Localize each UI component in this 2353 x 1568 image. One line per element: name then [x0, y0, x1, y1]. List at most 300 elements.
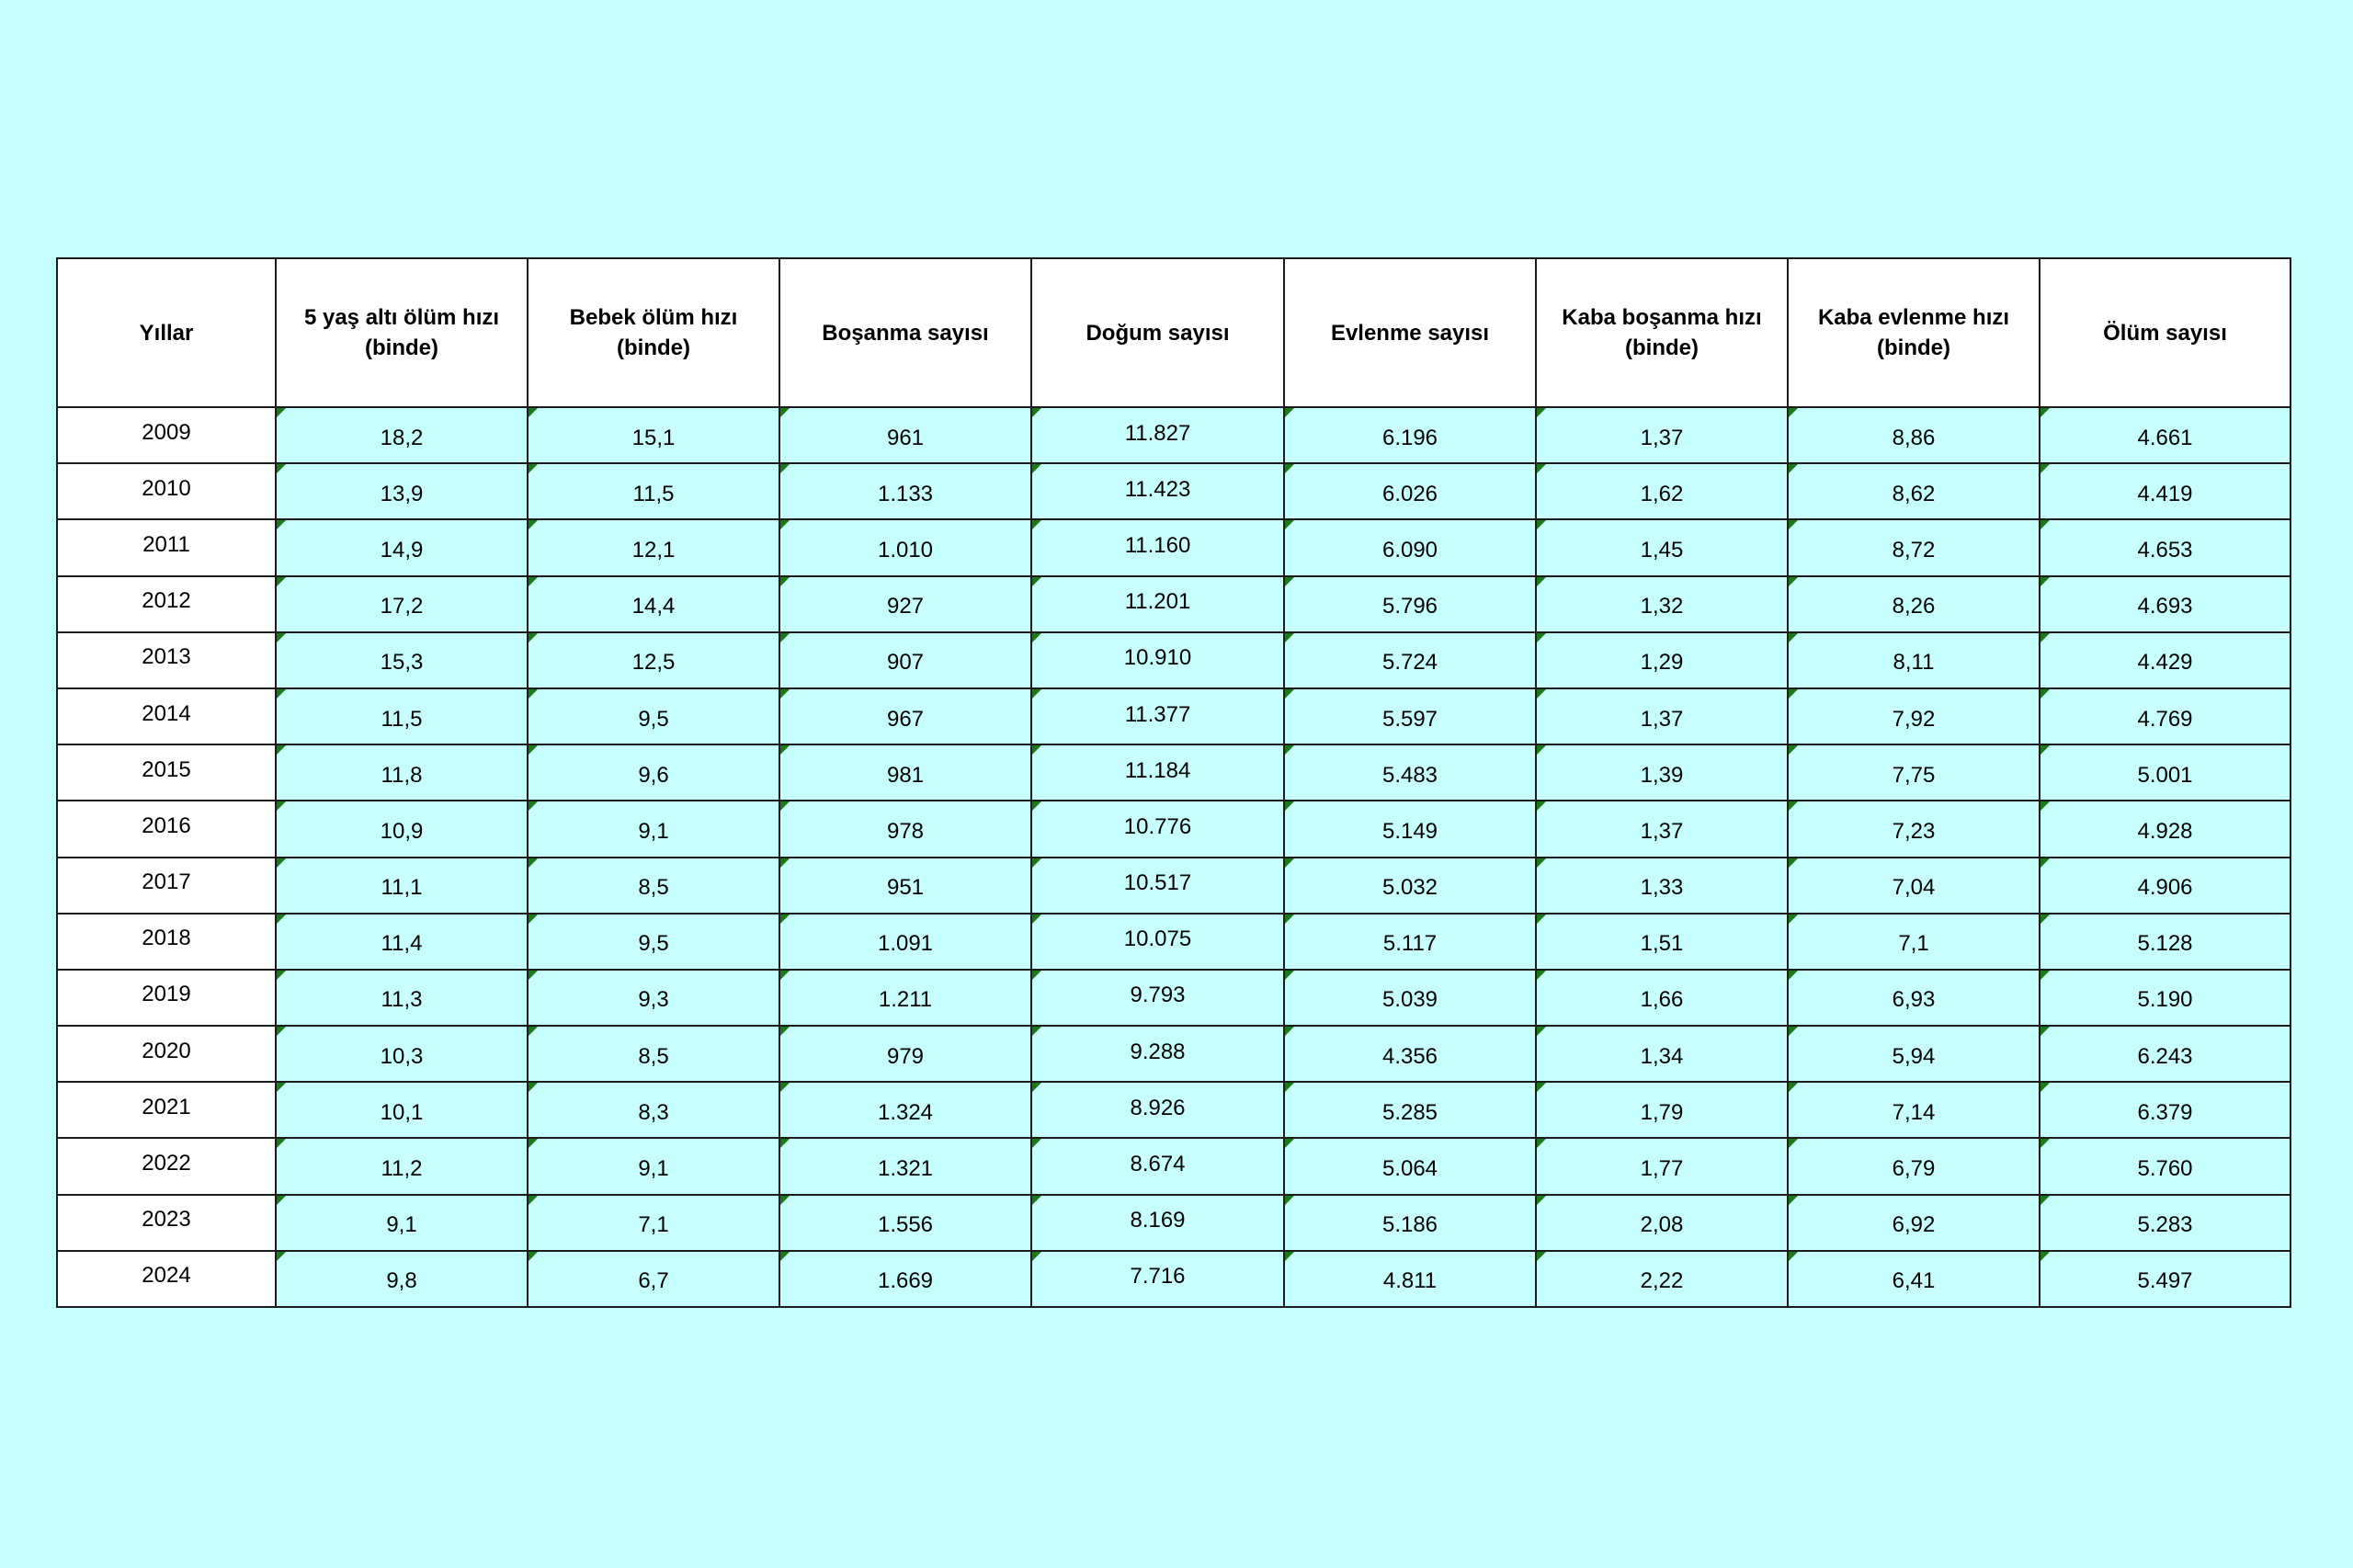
table-row [57, 744, 2290, 801]
cell-value: 2,22 [1640, 1268, 1684, 1294]
under5-mortality-cell[interactable] [276, 801, 528, 857]
marriage-count-cell[interactable] [1284, 744, 1536, 801]
death-count-cell[interactable] [2040, 858, 2290, 914]
crude-marriage-rate-cell[interactable] [1788, 519, 2040, 575]
data-sheet [56, 257, 2290, 1308]
cell-value: 9,3 [638, 987, 669, 1013]
cell-value: 5.001 [2137, 762, 2193, 788]
divorce-count-cell[interactable] [779, 632, 1031, 688]
cell-value: 6,7 [638, 1268, 669, 1294]
marriage-count-cell[interactable] [1284, 1138, 1536, 1194]
cell-value: 2018 [142, 926, 191, 951]
divorce-count-cell[interactable] [779, 744, 1031, 801]
crude-marriage-rate-cell[interactable] [1788, 463, 2040, 519]
divorce-count-cell[interactable] [779, 858, 1031, 914]
under5-mortality-cell[interactable] [276, 519, 528, 575]
birth-count-cell[interactable] [1031, 463, 1284, 519]
year-cell[interactable] [57, 688, 276, 744]
cell-value: 5.760 [2137, 1156, 2193, 1182]
cell-value: 5.497 [2137, 1268, 2193, 1294]
year-cell[interactable] [57, 1026, 276, 1082]
birth-count-cell[interactable] [1031, 632, 1284, 688]
infant-mortality-cell[interactable] [528, 1138, 779, 1194]
crude-divorce-rate-cell[interactable] [1536, 970, 1788, 1026]
cell-value: 4.653 [2137, 537, 2193, 562]
cell-value: 5.064 [1381, 1156, 1438, 1182]
cell-value: 4.693 [2137, 594, 2193, 619]
infant-mortality-cell[interactable] [528, 463, 779, 519]
cell-value: 4.906 [2137, 875, 2193, 901]
death-count-cell[interactable] [2040, 744, 2290, 801]
cell-value: 5.190 [2137, 987, 2193, 1013]
crude-divorce-rate-cell[interactable] [1536, 744, 1788, 801]
divorce-count-cell[interactable] [779, 1195, 1031, 1251]
cell-value: 7,14 [1892, 1099, 1936, 1125]
infant-mortality-cell[interactable] [528, 519, 779, 575]
cell-value: 6.243 [2137, 1043, 2193, 1069]
death-count-cell[interactable] [2040, 914, 2290, 970]
cell-value: 9,5 [638, 706, 669, 732]
cell-value: 11.827 [1124, 420, 1191, 446]
marriage-count-cell[interactable] [1284, 1195, 1536, 1251]
crude-divorce-rate-cell[interactable] [1536, 576, 1788, 632]
crude-marriage-rate-cell[interactable] [1788, 688, 2040, 744]
crude-marriage-rate-cell[interactable] [1788, 576, 2040, 632]
crude-divorce-rate-cell[interactable] [1536, 1026, 1788, 1082]
death-count-cell[interactable] [2040, 1026, 2290, 1082]
year-cell[interactable] [57, 1251, 276, 1307]
year-cell[interactable] [57, 463, 276, 519]
table-row [57, 519, 2290, 575]
under5-mortality-cell[interactable] [276, 576, 528, 632]
year-cell[interactable] [57, 744, 276, 801]
table-row [57, 970, 2290, 1026]
cell-value: 1.211 [878, 987, 933, 1013]
infant-mortality-cell[interactable] [528, 688, 779, 744]
under5-mortality-cell[interactable] [276, 858, 528, 914]
crude-divorce-rate-cell[interactable] [1536, 801, 1788, 857]
cell-value: 10,1 [380, 1099, 424, 1125]
cell-value: 6,79 [1892, 1156, 1936, 1182]
divorce-count-cell[interactable] [779, 463, 1031, 519]
year-cell[interactable] [57, 1138, 276, 1194]
divorce-count-cell[interactable] [779, 1138, 1031, 1194]
cell-value: 1,34 [1640, 1043, 1684, 1069]
crude-marriage-rate-cell[interactable] [1788, 1082, 2040, 1138]
cell-value: 8.926 [1130, 1095, 1186, 1120]
divorce-count-cell[interactable] [779, 1082, 1031, 1138]
cell-value: 978 [886, 818, 925, 844]
cell-value: 5,94 [1892, 1043, 1936, 1069]
cell-value: 10.075 [1123, 926, 1192, 952]
divorce-count-cell[interactable] [779, 576, 1031, 632]
cell-value: 1.556 [877, 1212, 934, 1238]
header-label: Yıllar [139, 320, 194, 346]
birth-count-cell[interactable] [1031, 1138, 1284, 1194]
under5-mortality-cell[interactable] [276, 1251, 528, 1307]
death-count-cell[interactable] [2040, 1195, 2290, 1251]
divorce-count-cell[interactable] [779, 1251, 1031, 1307]
header-label: 5 yaş altı ölüm hızı [303, 305, 500, 330]
cell-value: 1.324 [877, 1099, 934, 1125]
infant-mortality-cell[interactable] [528, 1251, 779, 1307]
cell-value: 2023 [142, 1207, 191, 1233]
cell-value: 12,5 [631, 650, 676, 676]
table-row [57, 1138, 2290, 1194]
birth-count-cell[interactable] [1031, 519, 1284, 575]
cell-value: 1,79 [1640, 1099, 1684, 1125]
infant-mortality-cell[interactable] [528, 1082, 779, 1138]
cell-value: 6.196 [1381, 425, 1438, 450]
year-cell[interactable] [57, 970, 276, 1026]
under5-mortality-cell[interactable] [276, 1138, 528, 1194]
crude-divorce-rate-cell[interactable] [1536, 1082, 1788, 1138]
crude-marriage-rate-cell[interactable] [1788, 858, 2040, 914]
divorce-count-cell[interactable] [779, 970, 1031, 1026]
cell-value: 11.377 [1124, 701, 1191, 727]
crude-divorce-rate-cell[interactable] [1536, 407, 1788, 463]
cell-value: 1,51 [1640, 931, 1684, 957]
death-count-cell[interactable] [2040, 1138, 2290, 1194]
header-dogum-sayisi [1031, 258, 1284, 407]
crude-marriage-rate-cell[interactable] [1788, 1026, 2040, 1082]
crude-divorce-rate-cell[interactable] [1536, 914, 1788, 970]
under5-mortality-cell[interactable] [276, 1082, 528, 1138]
marriage-count-cell[interactable] [1284, 688, 1536, 744]
cell-value: 967 [886, 706, 925, 732]
marriage-count-cell[interactable] [1284, 407, 1536, 463]
birth-count-cell[interactable] [1031, 970, 1284, 1026]
table-row [57, 463, 2290, 519]
table-row [57, 407, 2290, 463]
cell-value: 2012 [142, 588, 191, 614]
infant-mortality-cell[interactable] [528, 970, 779, 1026]
cell-value: 5.149 [1381, 818, 1438, 844]
cell-value: 907 [886, 650, 925, 676]
birth-count-cell[interactable] [1031, 1251, 1284, 1307]
birth-count-cell[interactable] [1031, 858, 1284, 914]
marriage-count-cell[interactable] [1284, 463, 1536, 519]
cell-value: 8,3 [638, 1099, 669, 1125]
cell-value: 11.160 [1124, 532, 1191, 558]
cell-value: 15,1 [631, 425, 676, 450]
header-kaba-bosanma-hizi [1536, 258, 1788, 407]
crude-marriage-rate-cell[interactable] [1788, 407, 2040, 463]
cell-value: 981 [886, 762, 925, 788]
cell-value: 5.724 [1381, 650, 1438, 676]
cell-value: 2021 [142, 1094, 191, 1119]
cell-value: 14,9 [380, 537, 424, 562]
header-label: Boşanma sayısı [822, 320, 989, 346]
marriage-count-cell[interactable] [1284, 1026, 1536, 1082]
header-yillar [57, 258, 276, 407]
header-olum-sayisi [2040, 258, 2290, 407]
infant-mortality-cell[interactable] [528, 1195, 779, 1251]
cell-value: 5.128 [2137, 931, 2193, 957]
crude-marriage-rate-cell[interactable] [1788, 914, 2040, 970]
death-count-cell[interactable] [2040, 1251, 2290, 1307]
cell-value: 1.133 [877, 481, 934, 506]
cell-value: 11,2 [381, 1156, 423, 1182]
cell-value: 8.169 [1130, 1208, 1186, 1233]
cell-value: 7,1 [1898, 931, 1929, 957]
under5-mortality-cell[interactable] [276, 1026, 528, 1082]
cell-value: 1,37 [1640, 706, 1684, 732]
year-cell[interactable] [57, 519, 276, 575]
cell-value: 2020 [142, 1038, 191, 1063]
death-count-cell[interactable] [2040, 463, 2290, 519]
cell-value: 11,3 [381, 987, 423, 1013]
infant-mortality-cell[interactable] [528, 632, 779, 688]
table-row [57, 576, 2290, 632]
crude-marriage-rate-cell[interactable] [1788, 970, 2040, 1026]
cell-value: 4.356 [1381, 1043, 1438, 1069]
cell-value: 11.201 [1124, 589, 1191, 615]
death-count-cell[interactable] [2040, 1082, 2290, 1138]
crude-marriage-rate-cell[interactable] [1788, 1195, 2040, 1251]
cell-value: 2011 [142, 531, 190, 557]
cell-value: 9,1 [638, 818, 669, 844]
infant-mortality-cell[interactable] [528, 744, 779, 801]
cell-value: 11,1 [381, 875, 423, 901]
cell-value: 15,3 [380, 650, 424, 676]
cell-value: 2019 [142, 982, 191, 1007]
cell-value: 961 [886, 425, 925, 450]
cell-value: 927 [886, 594, 925, 619]
cell-value: 4.429 [2137, 650, 2193, 676]
cell-value: 8,5 [638, 1043, 669, 1069]
divorce-count-cell[interactable] [779, 407, 1031, 463]
cell-value: 2022 [142, 1151, 191, 1176]
cell-value: 5.796 [1381, 594, 1438, 619]
cell-value: 9.793 [1130, 983, 1186, 1008]
table-row [57, 632, 2290, 688]
death-count-cell[interactable] [2040, 970, 2290, 1026]
marriage-count-cell[interactable] [1284, 858, 1536, 914]
birth-count-cell[interactable] [1031, 801, 1284, 857]
marriage-count-cell[interactable] [1284, 519, 1536, 575]
cell-value: 11.184 [1124, 757, 1191, 783]
cell-value: 6,41 [1892, 1268, 1936, 1294]
cell-value: 1,29 [1640, 650, 1684, 676]
header-bebek-olum-hizi [528, 258, 779, 407]
crude-divorce-rate-cell[interactable] [1536, 1138, 1788, 1194]
cell-value: 8,11 [1893, 650, 1935, 676]
cell-value: 2017 [142, 869, 191, 895]
cell-value: 6,93 [1892, 987, 1936, 1013]
divorce-count-cell[interactable] [779, 1026, 1031, 1082]
cell-value: 951 [886, 875, 925, 901]
marriage-count-cell[interactable] [1284, 1082, 1536, 1138]
cell-value: 5.032 [1381, 875, 1438, 901]
statistics-table [56, 257, 2291, 1308]
infant-mortality-cell[interactable] [528, 858, 779, 914]
infant-mortality-cell[interactable] [528, 407, 779, 463]
year-cell[interactable] [57, 914, 276, 970]
header-unit: (binde) [617, 335, 690, 360]
crude-divorce-rate-cell[interactable] [1536, 632, 1788, 688]
cell-value: 1,37 [1640, 425, 1684, 450]
crude-divorce-rate-cell[interactable] [1536, 1195, 1788, 1251]
header-unit: (binde) [1625, 335, 1699, 360]
cell-value: 9,1 [386, 1212, 417, 1238]
marriage-count-cell[interactable] [1284, 1251, 1536, 1307]
table-row [57, 1026, 2290, 1082]
death-count-cell[interactable] [2040, 407, 2290, 463]
cell-value: 9.288 [1130, 1039, 1186, 1064]
cell-value: 1,39 [1640, 762, 1684, 788]
birth-count-cell[interactable] [1031, 407, 1284, 463]
cell-value: 10.517 [1123, 870, 1192, 896]
divorce-count-cell[interactable] [779, 519, 1031, 575]
cell-value: 1.091 [877, 931, 934, 957]
crude-marriage-rate-cell[interactable] [1788, 632, 2040, 688]
cell-value: 2024 [142, 1263, 191, 1289]
birth-count-cell[interactable] [1031, 744, 1284, 801]
birth-count-cell[interactable] [1031, 576, 1284, 632]
cell-value: 7.716 [1130, 1264, 1186, 1290]
death-count-cell[interactable] [2040, 632, 2290, 688]
table-row [57, 858, 2290, 914]
cell-value: 10.910 [1123, 645, 1192, 671]
under5-mortality-cell[interactable] [276, 632, 528, 688]
under5-mortality-cell[interactable] [276, 914, 528, 970]
cell-value: 1,33 [1640, 875, 1684, 901]
header-bosanma-sayisi [779, 258, 1031, 407]
marriage-count-cell[interactable] [1284, 801, 1536, 857]
header-unit: (binde) [365, 335, 438, 360]
marriage-count-cell[interactable] [1284, 914, 1536, 970]
under5-mortality-cell[interactable] [276, 970, 528, 1026]
header-label: Kaba boşanma hızı [1562, 305, 1762, 330]
crude-marriage-rate-cell[interactable] [1788, 1251, 2040, 1307]
death-count-cell[interactable] [2040, 519, 2290, 575]
year-cell[interactable] [57, 1195, 276, 1251]
under5-mortality-cell[interactable] [276, 688, 528, 744]
death-count-cell[interactable] [2040, 688, 2290, 744]
cell-value: 7,92 [1892, 706, 1936, 732]
crude-marriage-rate-cell[interactable] [1788, 801, 2040, 857]
cell-value: 7,75 [1892, 762, 1936, 788]
cell-value: 4.811 [1382, 1268, 1438, 1294]
cell-value: 1,77 [1640, 1156, 1684, 1182]
cell-value: 18,2 [380, 425, 424, 450]
cell-value: 9,8 [386, 1268, 417, 1294]
crude-marriage-rate-cell[interactable] [1788, 1138, 2040, 1194]
table-row [57, 914, 2290, 970]
birth-count-cell[interactable] [1031, 1082, 1284, 1138]
cell-value: 8,72 [1892, 537, 1936, 562]
cell-value: 8,5 [638, 875, 669, 901]
cell-value: 4.661 [2137, 425, 2193, 450]
crude-marriage-rate-cell[interactable] [1788, 744, 2040, 801]
cell-value: 5.117 [1382, 931, 1438, 957]
crude-divorce-rate-cell[interactable] [1536, 1251, 1788, 1307]
divorce-count-cell[interactable] [779, 801, 1031, 857]
cell-value: 4.419 [2137, 481, 2193, 506]
under5-mortality-cell[interactable] [276, 463, 528, 519]
marriage-count-cell[interactable] [1284, 970, 1536, 1026]
year-cell[interactable] [57, 1082, 276, 1138]
year-cell[interactable] [57, 576, 276, 632]
infant-mortality-cell[interactable] [528, 576, 779, 632]
crude-divorce-rate-cell[interactable] [1536, 519, 1788, 575]
marriage-count-cell[interactable] [1284, 632, 1536, 688]
year-cell[interactable] [57, 801, 276, 857]
cell-value: 6.090 [1381, 537, 1438, 562]
crude-divorce-rate-cell[interactable] [1536, 858, 1788, 914]
cell-value: 2014 [142, 700, 191, 726]
birth-count-cell[interactable] [1031, 914, 1284, 970]
under5-mortality-cell[interactable] [276, 1195, 528, 1251]
cell-value: 2009 [142, 419, 191, 445]
cell-value: 10,9 [380, 818, 424, 844]
cell-value: 6,92 [1892, 1212, 1936, 1238]
cell-value: 14,4 [631, 594, 676, 619]
cell-value: 17,2 [380, 594, 424, 619]
infant-mortality-cell[interactable] [528, 1026, 779, 1082]
divorce-count-cell[interactable] [779, 914, 1031, 970]
cell-value: 8.674 [1130, 1152, 1186, 1177]
cell-value: 9,6 [638, 762, 669, 788]
death-count-cell[interactable] [2040, 576, 2290, 632]
header-label: Ölüm sayısı [2103, 320, 2227, 346]
year-cell[interactable] [57, 407, 276, 463]
cell-value: 1,32 [1640, 594, 1684, 619]
under5-mortality-cell[interactable] [276, 407, 528, 463]
marriage-count-cell[interactable] [1284, 576, 1536, 632]
header-evlenme-sayisi [1284, 258, 1536, 407]
table-body [57, 407, 2290, 1307]
table-row [57, 1195, 2290, 1251]
cell-value: 6.026 [1381, 481, 1438, 506]
birth-count-cell[interactable] [1031, 1026, 1284, 1082]
year-cell[interactable] [57, 632, 276, 688]
cell-value: 10,3 [380, 1043, 424, 1069]
cell-value: 11,4 [381, 931, 423, 957]
cell-value: 2013 [142, 644, 191, 670]
cell-value: 8,62 [1892, 481, 1936, 506]
cell-value: 7,23 [1892, 818, 1936, 844]
crude-divorce-rate-cell[interactable] [1536, 688, 1788, 744]
cell-value: 5.597 [1381, 706, 1438, 732]
cell-value: 7,1 [638, 1212, 669, 1238]
death-count-cell[interactable] [2040, 801, 2290, 857]
infant-mortality-cell[interactable] [528, 914, 779, 970]
divorce-count-cell[interactable] [779, 688, 1031, 744]
infant-mortality-cell[interactable] [528, 801, 779, 857]
cell-value: 4.928 [2137, 818, 2193, 844]
table-row [57, 801, 2290, 857]
header-kaba-evlenme-hizi [1788, 258, 2040, 407]
birth-count-cell[interactable] [1031, 688, 1284, 744]
cell-value: 2016 [142, 812, 191, 838]
cell-value: 4.769 [2137, 706, 2193, 732]
cell-value: 11.423 [1124, 476, 1191, 502]
header-label: Doğum sayısı [1086, 320, 1230, 346]
crude-divorce-rate-cell[interactable] [1536, 463, 1788, 519]
cell-value: 9,5 [638, 931, 669, 957]
cell-value: 1,66 [1640, 987, 1684, 1013]
cell-value: 11,8 [381, 762, 423, 788]
cell-value: 7,04 [1892, 875, 1936, 901]
under5-mortality-cell[interactable] [276, 744, 528, 801]
birth-count-cell[interactable] [1031, 1195, 1284, 1251]
header-label: Bebek ölüm hızı [569, 305, 738, 330]
cell-value: 1.669 [877, 1268, 934, 1294]
year-cell[interactable] [57, 858, 276, 914]
cell-value: 2015 [142, 756, 191, 782]
